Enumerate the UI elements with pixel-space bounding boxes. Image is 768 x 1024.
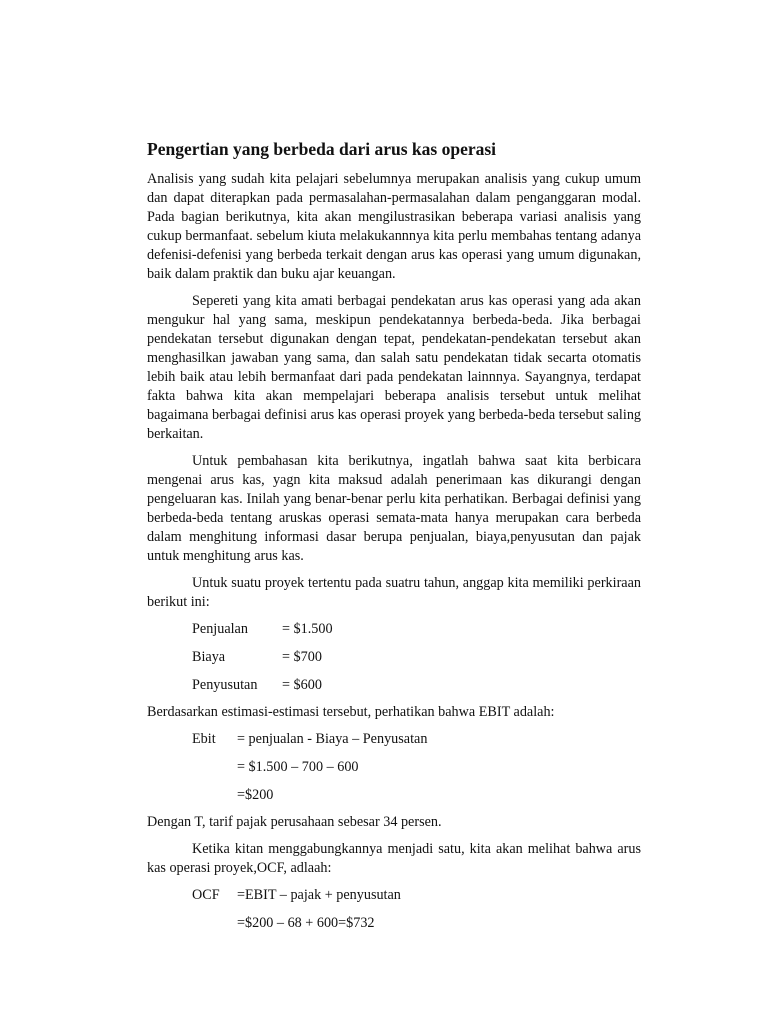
ocf-formula-line [147, 886, 641, 905]
section-title: Pengertian yang berbeda dari arus kas operasi [147, 139, 497, 159]
ebit-label: Ebit [192, 731, 216, 747]
paragraph-project-estimates: Untuk suatu proyek tertentu pada suatru tahun, anggap kita memiliki perkiraan berikut ini: [147, 575, 641, 610]
estimate-value: = $1.500 [282, 621, 333, 637]
estimate-row-sales [147, 620, 641, 639]
paragraph-cash-flow-definition: Untuk pembahasan kita berikutnya, ingatlah bahwa saat kita berbicara mengenai arus kas, yagn kita maksud adalah penerimaan kas dikurangi dengan pengeluaran kas. Inilah yang benar-benar perlu kita perhatikan. Berbagai definisi yang berbeda-beda tentang aruskas operasi semata-mata hanya merupakan cara berbeda dalam menghitung informasi dasar berupa penjualan, biaya,penyusutan dan pajak untuk menghitung arus kas. [147, 453, 641, 564]
estimate-label: Biaya [192, 649, 226, 665]
estimate-label: Penjualan [192, 621, 248, 637]
ocf-formula: =EBIT – pajak + penyusutan [237, 887, 401, 903]
estimate-label: Penyusutan [192, 677, 258, 693]
document-body [147, 138, 641, 942]
paragraph-tax-rate: Dengan T, tarif pajak perusahaan sebesar 34 persen. [147, 814, 442, 830]
ocf-label: OCF [192, 887, 220, 903]
estimate-value: = $600 [282, 677, 322, 693]
paragraph-ocf-intro: Ketika kitan menggabungkannya menjadi satu, kita akan melihat bahwa arus kas operasi proyek,OCF, adlaah: [147, 841, 641, 876]
ocf-result: =$200 – 68 + 600=$732 [237, 915, 375, 931]
estimate-value: = $700 [282, 649, 322, 665]
ebit-result-line [147, 786, 641, 805]
ocf-result-line [147, 914, 641, 933]
ebit-substitution: = $1.500 – 700 – 600 [237, 759, 359, 775]
ebit-formula: = penjualan - Biaya – Penyusatan [237, 731, 428, 747]
ebit-substitution-line [147, 758, 641, 777]
estimate-row-depreciation [147, 676, 641, 695]
ebit-result: =$200 [237, 787, 274, 803]
estimate-row-cost [147, 648, 641, 667]
ebit-formula-line [147, 730, 641, 749]
paragraph-intro: Analisis yang sudah kita pelajari sebelumnya merupakan analisis yang cukup umum dan dapat diterapkan pada permasalahan-permasalahan dalam penganggaran modal. Pada bagian berikutnya, kita akan mengilustrasikan beberapa variasi analisis yang cukup bermanfaat. sebelum kiuta melakukannnya kita perlu membahas tentang adanya defenisi-defenisi yang berbeda terkait dengan arus kas operasi yang umum digunakan, baik dalam praktik dan buku ajar keuangan. [147, 171, 641, 282]
paragraph-approaches: Sepereti yang kita amati berbagai pendekatan arus kas operasi yang ada akan mengukur hal yang sama, meskipun pendekatannya berbeda-beda. Jika berbagai pendekatan tersebut digunakan dengan tepat, pendekatan-pendekatan tersebut akan menghasilkan jawaban yang sama, dan salah satu pendekatan tidak secarta otomatis lebih baik atau lebih bermanfaat dari pada pendekatan lainnnya. Sayangnya, terdapat fakta bahwa kita akan mempelajari beberapa analisis tersebut untuk melihat bagaimana berbagai definisi arus kas operasi proyek yang berbeda-beda tersebut saling berkaitan. [147, 293, 642, 442]
paragraph-ebit-intro: Berdasarkan estimasi-estimasi tersebut, perhatikan bahwa EBIT adalah: [147, 704, 555, 720]
